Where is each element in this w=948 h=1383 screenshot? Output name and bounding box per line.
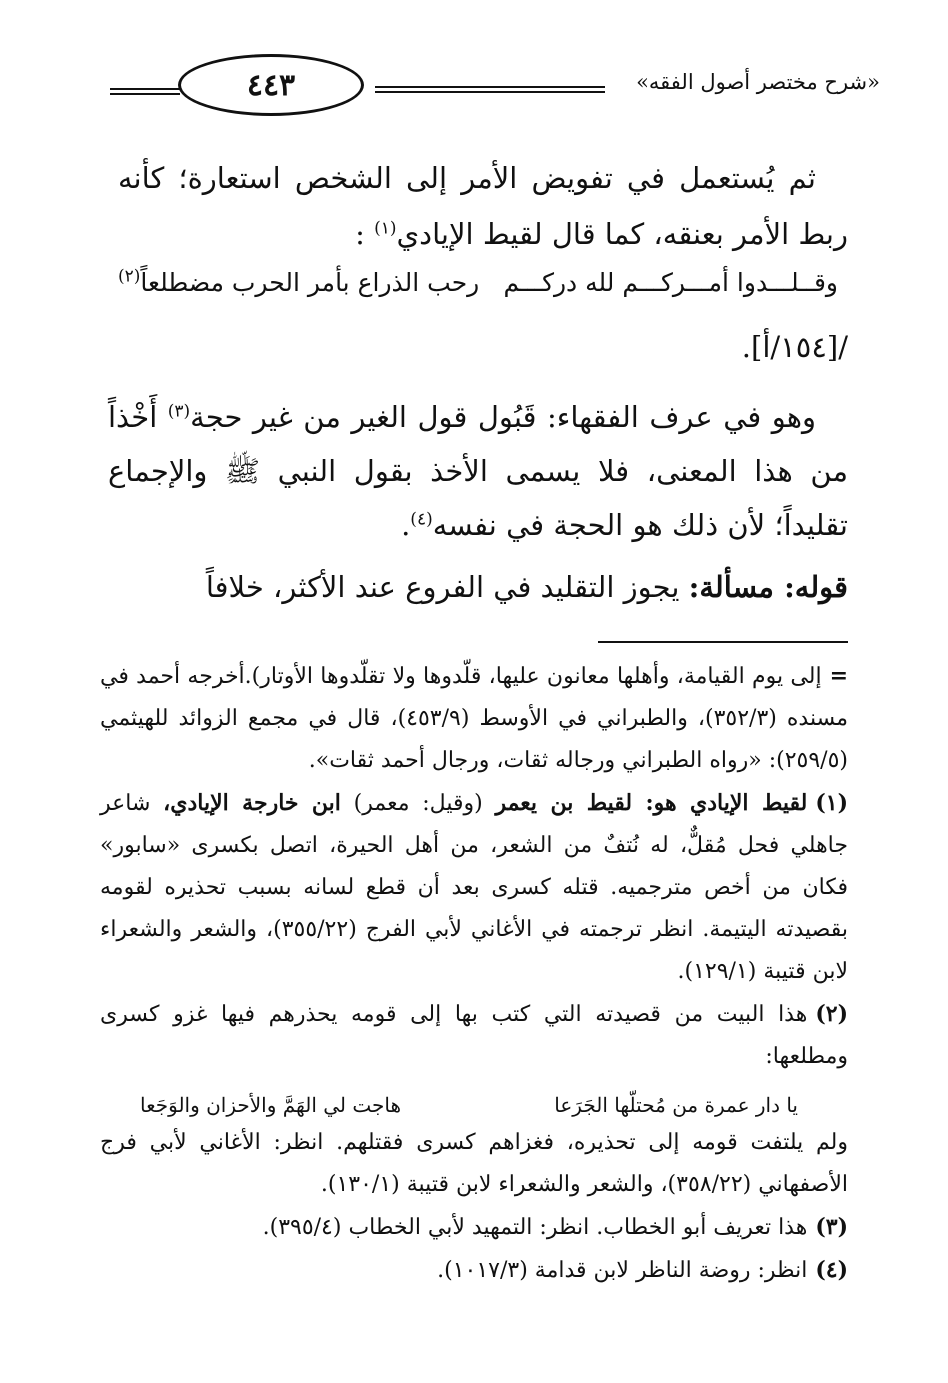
para2-end: . [401,508,411,542]
para1-end: : [355,217,365,251]
footnote-4-text: انظر: روضة الناظر لابن قدامة (١٠١٧/٣). [437,1258,808,1283]
footnote-verse-second-hemistich: هاجت لي الهَمَّ والأحزان والوَجَعا [140,1093,402,1117]
footnote-2-text: هذا البيت من قصيدته التي كتب بها إلى قومه يحذرهم فيها غزو كسرى ومطلعها: [100,1002,848,1069]
para1-text: ثم يُستعمل في تفويض الأمر إلى الشخص استعارة؛ كأنه ربط الأمر بعنقه، كما قال لقيط الإيادي [118,161,848,251]
footnote-2-number: (٢) [815,1001,848,1027]
footnote-2-verse [100,1078,798,1122]
footnote-4-number: (٤) [815,1257,848,1283]
header-rule-left [110,88,180,98]
manuscript-folio-marker: /[١٥٤/أ]. [741,330,848,364]
book-title: «شرح مختصر أصول الفقه» [636,70,880,94]
verse-second-hemistich-text: رحب الذراع بأمر الحرب مضطلعاً [140,268,480,297]
continuation-marker: = [829,663,848,689]
footnote-ref-4: (٤) [410,509,433,530]
main-paragraph-2 [108,390,848,552]
continuation-text: إلى يوم القيامة، وأهلها معانون عليها، قلّدوها ولا تقلّدوها الأوتار).أخرجه أحمد في مسنده (٣٥٢/٣)، والطبراني في الأوسط (٤٥٣/٩)، قال في مجمع الزوائد للهيثمي (٢٥٩/٥): «رواه الطبراني ورجاله ثقات، ورجال أحمد ثقات». [100,664,849,773]
footnote-separator [598,641,848,643]
footnote-1-text: شاعر جاهلي فحل مُقلٌّ، له نُتفٌ من الشعر، من أهل الحيرة، اتصل بكسرى «سابور» فكان من أخص مترجميه. قتله كسرى بعد أن قطع لسانه بسبب تحذيره لقومه بقصيدته اليتيمة. انظر ترجمته في الأغاني لأبي الفرج (٣٥٥/٢٢)، والشعر والشعراء لابن قتيبة (١٢٩/١). [100,791,848,984]
footnote-2-continuation [100,1122,848,1206]
poem-verse [118,268,838,318]
para2-text-a: وهو في عرف الفقهاء: قَبُول قول الغير من غير حجة [190,400,816,434]
footnote-verse-first-hemistich: يا دار عمرة من مُحتلّها الجَرَعا [554,1093,798,1117]
footnote-2-after: ولم يلتفت قومه إلى تحذيره، فغزاهم كسرى فقتلهم. انظر: الأغاني لأبي فرج الأصفهاني (٣٥٨/٢٢)، والشعر والشعراء لابن قتيبة (١٣٠/١). [100,1130,848,1197]
footnote-2 [100,993,848,1078]
header-rule [375,86,605,96]
footnote-1-number: (١) [815,790,848,816]
footnote-ref-1: (١) [374,218,397,239]
footnotes [100,655,848,1292]
footnote-1 [100,782,848,993]
footnote-3-number: (٣) [815,1214,848,1240]
footnote-4 [100,1249,848,1292]
footnote-continuation [100,655,848,782]
page-number: ٤٤٣ [178,54,364,116]
page-header [100,52,880,116]
footnote-1-name: لقيط الإيادي هو: لقيط بن يعمر [495,790,808,816]
para3-heading: قوله: مسألة: [688,570,848,604]
para2-text-b: أَخْذاً من هذا المعنى، فلا يسمى الأخذ بقول النبي ﷺ والإجماع تقليداً؛ لأن ذلك هو الحجة في نفسه [108,400,848,542]
main-paragraph-3 [108,560,848,614]
footnote-ref-3: (٣) [167,401,191,422]
main-paragraph-1 [118,150,848,262]
verse-first-hemistich: وقــلـــدوا أمـــركـــم لله دركـــم [503,268,838,297]
footnote-ref-2: (٢) [118,266,141,287]
verse-second-hemistich [118,268,479,297]
footnote-3 [100,1206,848,1249]
footnote-3-text: هذا تعريف أبو الخطاب. انظر: التمهيد لأبي الخطاب (٣٩٥/٤). [262,1215,808,1240]
para3-text: يجوز التقليد في الفروع عند الأكثر، خلافاً [205,570,689,604]
footnote-1-name-2: ابن خارجة الإيادي، [163,790,341,816]
footnote-1-mid: (وقيل: معمر) [340,791,496,816]
